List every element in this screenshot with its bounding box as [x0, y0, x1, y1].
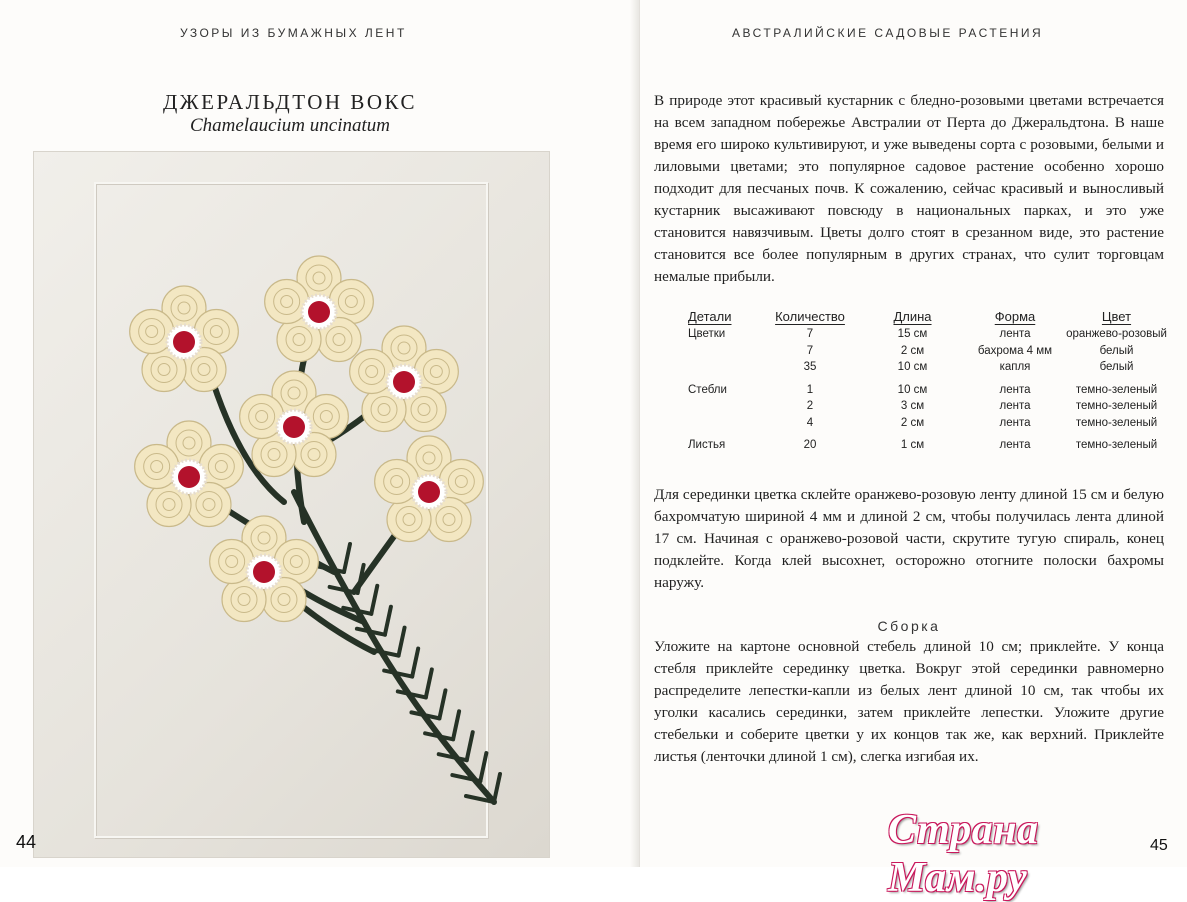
- cell-detail: [688, 345, 760, 362]
- cell-qty: 2: [806, 400, 814, 412]
- table-row: [688, 417, 1168, 434]
- plant-title: ДЖЕРАЛЬДТОН ВОКС: [162, 90, 417, 114]
- cell-detail: Цветки: [688, 328, 726, 340]
- header-form: Форма: [994, 309, 1036, 324]
- cell-color: темно-зеленый: [1075, 400, 1158, 412]
- flower-center: [178, 466, 200, 488]
- header-length: Длина: [893, 309, 932, 324]
- plant-latin-name: Chamelaucium uncinatum: [189, 115, 390, 136]
- leaf: [439, 690, 445, 718]
- cell-qty: 7: [806, 328, 814, 340]
- cell-detail: Листья: [688, 439, 726, 451]
- cell-form: бахрома 4 мм: [977, 344, 1053, 357]
- cell-qty: 20: [803, 439, 817, 451]
- cell-form: лента: [999, 400, 1031, 412]
- cell-length: 2 см: [900, 416, 925, 429]
- cell-color: темно-зеленый: [1075, 416, 1158, 429]
- cell-color: белый: [1099, 344, 1134, 357]
- leaf: [399, 628, 405, 656]
- flower-center: [308, 301, 330, 323]
- parts-table: [688, 309, 1168, 456]
- right-page-number: 45: [1150, 837, 1168, 854]
- left-page-number: 44: [16, 832, 37, 852]
- right-running-head: АВСТРАЛИЙСКИЕ САДОВЫЕ РАСТЕНИЯ: [732, 26, 1044, 40]
- header-color: Цвет: [1101, 309, 1132, 324]
- intro-paragraph: В природе этот красивый кустарник с бледно-розовыми цветами встречается на всем западном побережье Австралии от Перта до Джеральдтона. В наше время его широко культивируют, и уже выведены сорта с розовыми, белыми и лиловыми цветами; это популярное садовое растение особенно хорошо подходит для песчаных почв. К сожалению, сейчас красивый и выносливый кустарник высаживают повсюду в национальных парках, и это уже становится навязчивым. Цветы долго стоят в срезанном виде, это растение становится все более популярным в других странах, что сулит торговцам немалые прибыли.: [654, 92, 1164, 285]
- leaf: [385, 607, 391, 635]
- table-row: [688, 345, 1168, 362]
- cell-detail: Стебли: [688, 383, 727, 396]
- cell-detail: [688, 417, 760, 434]
- cell-length: 1 см: [900, 439, 925, 451]
- cell-qty: 1: [806, 383, 814, 396]
- cell-form: лента: [999, 416, 1031, 429]
- leaf: [412, 649, 418, 677]
- header-detail: Детали: [688, 309, 732, 324]
- cell-length: 10 см: [897, 361, 928, 373]
- table-row: [688, 378, 1168, 401]
- leaf: [371, 586, 377, 614]
- table-row: [688, 400, 1168, 417]
- cell-form: капля: [999, 361, 1031, 373]
- parts-table-header: [688, 309, 1168, 328]
- leaf: [480, 753, 486, 781]
- cell-detail: [688, 361, 760, 378]
- cell-form: лента: [999, 328, 1031, 340]
- cell-color: оранжево-розовый: [1066, 328, 1167, 340]
- flower-center: [173, 331, 195, 353]
- leaf: [494, 774, 500, 802]
- cell-qty: 35: [803, 361, 817, 373]
- cell-color: белый: [1099, 361, 1134, 373]
- table-row: [688, 328, 1168, 345]
- assembly-instructions: Уложите на картоне основной стебель длиной 10 см; приклейте. У конца стебля приклейте серединку цветка. Вокруг этой серединки равномерно распределите лепестки-капли из белых лент длиной 10 см, так чтобы их уголки касались серединки, затем приклейте лепестки. Уложите другие стебельки и соберите цветки у их концов так же, как верхний. Приклейте листья (ленточки длиной 1 см), слегка изгибая их.: [654, 638, 1164, 765]
- cell-length: 10 см: [897, 383, 928, 396]
- cell-form: лента: [999, 383, 1031, 396]
- flower-center: [253, 561, 275, 583]
- leaf: [426, 669, 432, 697]
- flower-center: [283, 416, 305, 438]
- cell-qty: 4: [806, 416, 814, 429]
- left-running-head: УЗОРЫ ИЗ БУМАЖНЫХ ЛЕНТ: [180, 26, 407, 40]
- quilling-photo: [34, 152, 549, 857]
- leaf: [467, 732, 473, 760]
- cell-form: лента: [999, 439, 1031, 451]
- cell-qty: 7: [806, 344, 814, 357]
- site-watermark: Страна Мам.ру: [888, 807, 1039, 901]
- flower-center: [393, 371, 415, 393]
- table-row: [688, 361, 1168, 378]
- cell-color: темно-зеленый: [1075, 383, 1158, 396]
- table-row: [688, 433, 1168, 456]
- cell-length: 3 см: [900, 400, 925, 412]
- glue-instructions: Для серединки цветка склейте оранжево-розовую ленту длиной 15 см и белую бахромчатую шириной 4 мм и длиной 2 см, чтобы получилась лента длиной 17 см. Начиная с оранжево-розовой части, скрутите тугую спираль, конец подклейте. Когда клей высохнет, осторожно отогните полоски бахромы наружу.: [654, 486, 1164, 591]
- quilled-flower-illustration: [34, 152, 549, 857]
- cell-length: 15 см: [897, 328, 928, 340]
- leaf: [344, 544, 350, 572]
- leaf: [453, 711, 459, 739]
- header-qty: Количество: [775, 309, 845, 324]
- cell-color: темно-зеленый: [1075, 439, 1158, 451]
- assembly-heading: Сборка: [877, 618, 941, 634]
- flower-center: [418, 481, 440, 503]
- cell-detail: [688, 400, 760, 417]
- cell-length: 2 см: [900, 344, 925, 357]
